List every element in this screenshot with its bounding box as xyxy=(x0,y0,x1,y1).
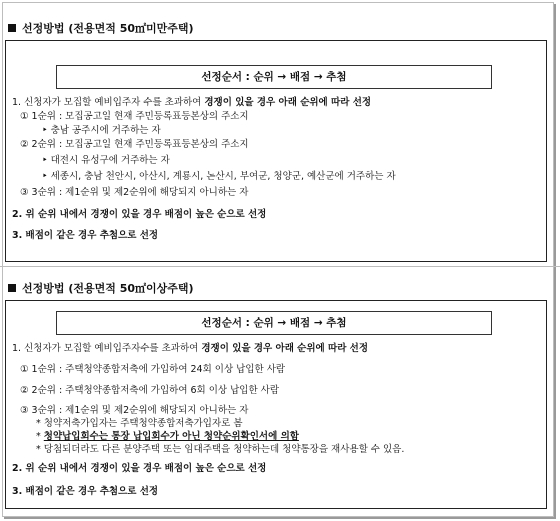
criteria-item-1-emphasis: 경쟁이 있을 경우 아래 순위에 따라 선정 xyxy=(204,97,372,108)
note-1: * 청약저축가입자는 주택청약종합저축가입자로 봄 xyxy=(36,418,243,429)
note-3: * 당첨되더라도 다른 분양주택 또는 임대주택을 청약하는데 청약통장을 재사용할 수 있음. xyxy=(36,444,405,455)
note-2-marker: * xyxy=(36,431,44,442)
note-2-text: 청약납입회수는 통장 납입회수가 아닌 청약순위확인서에 의함 xyxy=(43,431,299,442)
criteria-item-1 xyxy=(12,343,368,355)
criteria-item-1-text: 1. 신청자가 모집할 예비입주자 수를 초과하여 xyxy=(12,97,205,108)
criteria-item-3: 3. 배점이 같은 경우 추첨으로 선정 xyxy=(12,230,159,241)
rank-1-condition: ‣ 충남 공주시에 거주하는 자 xyxy=(42,125,161,136)
criteria-item-1-emphasis: 경쟁이 있을 경우 아래 순위에 따라 선정 xyxy=(201,343,369,354)
selection-order-box: 선정순서 : 순위 → 배점 → 추첨 xyxy=(56,65,492,89)
section-2-panel xyxy=(5,300,547,509)
criteria-item-1-text: 1. 신청자가 모집할 예비입주자수를 초과하여 xyxy=(12,343,202,354)
section-1-heading xyxy=(8,20,194,36)
rank-1: ① 1순위 : 주택청약종합저축에 가입하여 24회 이상 납입한 사람 xyxy=(20,364,286,375)
selection-order-box: 선정순서 : 순위 → 배점 → 추첨 xyxy=(56,311,492,335)
criteria-item-2: 2. 위 순위 내에서 경쟁이 있을 경우 배점이 높은 순으로 선정 xyxy=(12,463,267,474)
section-2-title: 선정방법 (전용면적 50㎡이상주택) xyxy=(22,282,194,295)
rank-2-condition-1: ‣ 대전시 유성구에 거주하는 자 xyxy=(42,155,170,166)
rank-2: ② 2순위 : 모집공고일 현재 주민등록표등본상의 주소지 xyxy=(20,139,249,150)
rank-3: ③ 3순위 : 제1순위 및 제2순위에 해당되지 아니하는 자 xyxy=(20,187,249,198)
square-bullet-icon xyxy=(8,284,16,292)
criteria-item-2: 2. 위 순위 내에서 경쟁이 있을 경우 배점이 높은 순으로 선정 xyxy=(12,209,267,220)
section-2-heading xyxy=(8,280,194,296)
criteria-item-1 xyxy=(12,97,371,109)
rank-3: ③ 3순위 : 제1순위 및 제2순위에 해당되지 아니하는 자 xyxy=(20,405,249,416)
note-2 xyxy=(36,431,299,443)
square-bullet-icon xyxy=(8,24,16,32)
rank-2: ② 2순위 : 주택청약종합저축에 가입하여 6회 이상 납입한 사람 xyxy=(20,385,280,396)
section-divider xyxy=(0,266,560,267)
section-1-title: 선정방법 (전용면적 50㎡미만주택) xyxy=(22,22,194,35)
rank-2-condition-2: ‣ 세종시, 충남 천안시, 아산시, 계룡시, 논산시, 부여군, 청양군, 예산군에 거주하는 자 xyxy=(42,171,396,182)
criteria-item-3: 3. 배점이 같은 경우 추첨으로 선정 xyxy=(12,486,159,497)
section-1-panel xyxy=(5,40,547,262)
rank-1: ① 1순위 : 모집공고일 현재 주민등록표등본상의 주소지 xyxy=(20,111,249,122)
